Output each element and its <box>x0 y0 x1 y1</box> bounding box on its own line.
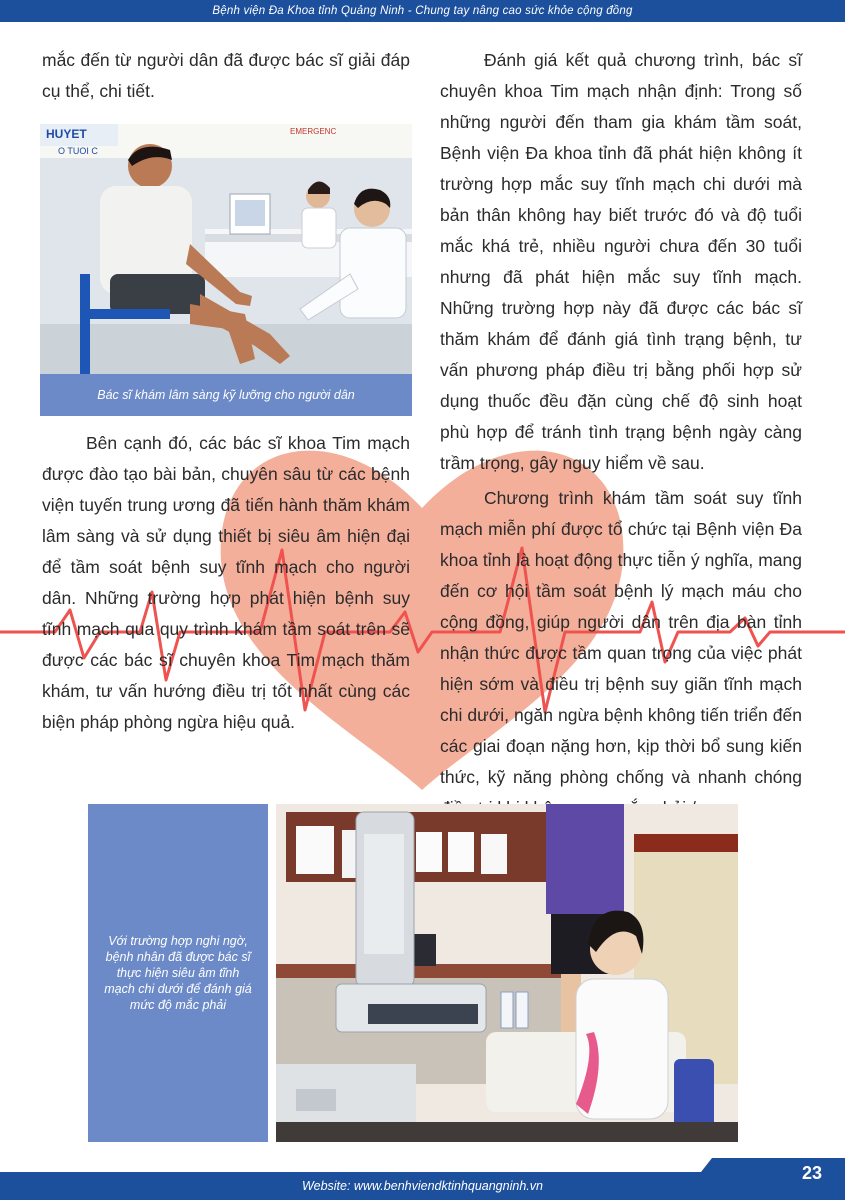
header-bar <box>0 0 845 22</box>
svg-text:HUYET: HUYET <box>46 127 87 141</box>
photo-clinical-exam-caption: Bác sĩ khám lâm sàng kỹ lưỡng cho người dân <box>40 374 412 416</box>
left-bottom-paragraph: Bên cạnh đó, các bác sĩ khoa Tim mạch được đào tạo bài bản, chuyên sâu từ các bệnh viện tuyến trung ương đã tiến hành thăm khám lâm sàng và sử dụng thiết bị siêu âm hiện đại để tầm soát bệnh suy tĩnh mạch cho người dân. Những trường hợp phát hiện bệnh suy tĩnh mạch qua quy trình khám tầm soát trên sẽ được các bác sĩ chuyên khoa Tim mạch thăm khám, tư vấn hướng điều trị tốt nhất cùng các biện pháp phòng ngừa hiệu quả. <box>42 433 410 732</box>
right-paragraph-1: Đánh giá kết quả chương trình, bác sĩ chuyên khoa Tim mạch nhận định: Trong số những người đến tham gia khám tầm soát, Bệnh viện Đa khoa tỉnh đã phát hiện không ít trường hợp mắc suy tĩnh mạch chi dưới mà bản thân không hay biết trước đó và độ tuổi mắc khá trẻ, nhiều người chưa đến 30 tuổi nhưng đã phát hiện mắc suy tĩnh mạch. Những trường hợp này đã được các bác sĩ thăm khám để đánh giá tình trạng bệnh, tư vấn phương pháp điều trị bằng phối hợp sử dụng thuốc đều đặn cùng chế độ sinh hoạt phù hợp để tránh tình trạng bệnh ngày càng trầm trọng, gây nguy hiểm về sau. <box>440 50 802 473</box>
left-column-top-text <box>42 45 410 107</box>
photo-clinical-exam <box>40 124 412 374</box>
photo-ultrasound-caption <box>88 804 268 1142</box>
header-tagline: Bệnh viện Đa Khoa tỉnh Quảng Ninh - Chung tay nâng cao sức khỏe cộng đồng <box>212 5 633 17</box>
page-number: 23 <box>801 1163 822 1183</box>
svg-text:O TUOI C: O TUOI C <box>58 146 98 156</box>
footer-website: Website: www.benhviendktinhquangninh.vn <box>302 1179 543 1193</box>
photo-ultrasound-caption-text: Với trường hợp nghi ngờ, bệnh nhân đã được bác sĩ thực hiện siêu âm tĩnh mạch chi dưới để đánh giá mức độ mắc phải <box>104 934 252 1012</box>
svg-text:EMERGENC: EMERGENC <box>290 127 337 136</box>
right-column-text <box>440 45 802 824</box>
photo-ultrasound-exam <box>276 804 738 1142</box>
left-top-paragraph: mắc đến từ người dân đã được bác sĩ giải đáp cụ thể, chi tiết. <box>42 50 410 101</box>
left-column-bottom-text <box>42 428 410 738</box>
right-paragraph-2: Chương trình khám tầm soát suy tĩnh mạch miễn phí được tổ chức tại Bệnh viện Đa khoa tỉnh là hoạt động thực tiễn ý nghĩa, mang đến cơ hội tầm soát bệnh lý mạch máu cho cộng đồng, giúp người dân trên địa bàn tỉnh nhận thức được tầm quan trọng của việc phát hiện sớm và điều trị bệnh suy giãn tĩnh mạch chi dưới, ngăn ngừa bệnh không tiến triển đến các giai đoạn nặng hơn, kịp thời bổ sung kiến thức, kỹ năng phòng chống và nhanh chóng <box>440 488 802 787</box>
